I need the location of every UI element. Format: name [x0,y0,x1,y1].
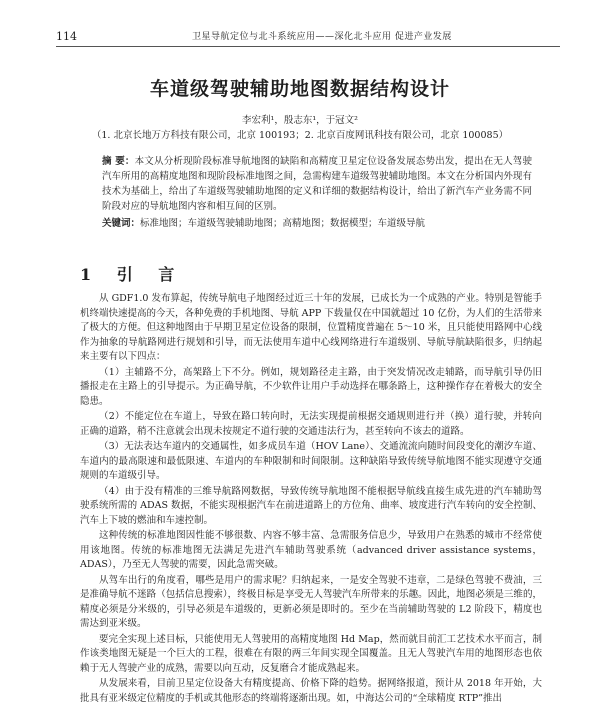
paragraph: （4）由于没有精准的三维导航路网数据，导致传统导航地图不能根据导航线直接生成先进的汽车辅助驾驶系统所需的 ADAS 数据，不能实现根据汽车在前进道路上的方位角、曲率、坡度进行汽车转向的安全控制、汽车上下坡的燃油和车速控制。 [80,485,542,526]
abstract-text: 本文从分析现阶段标准导航地图的缺陷和高精度卫星定位设备发展态势出发，提出在无人驾驶汽车所用的高精度地图和现阶段标准地图之间，急需构建车道级驾驶辅助地图。本文在分析国内外现有技术为基础上，给出了车道级驾驶辅助地图的定义和详细的数据结构设计，给出了新汽车产业务需不同阶段对应的导航地图内容和相互间的区别。 [102,156,532,212]
author-list: 李宏利¹，殷志东¹，于冠文² [242,115,358,126]
author-affiliations: （1. 北京长地万方科技有限公司，北京 100193；2. 北京百度网讯科技有限公司，北京 100085） [91,130,509,141]
paper-title: 车道级驾驶辅助地图数据结构设计 [149,78,450,100]
page-number: 114 [56,30,77,43]
keywords [102,216,532,231]
running-header [56,30,560,47]
keywords-text: 标准地图；车道级驾驶辅助地图；高精地图；数据模型；车道级导航 [140,218,426,229]
paragraph: 要完全实现上述目标，只能使用无人驾驶用的高精度地图 Hd Map，然而就目前汇工艺技术水平而言，制作该类地图无疑是一个巨大的工程，很难在有限的两三年间实现全国覆盖。且无人驾驶汽车用的地图形态也依赖于无人驾驶产业的成熟，需要以向互动，反复磨合才能成熟起来。 [80,633,542,674]
abstract [102,154,532,214]
body-text [80,292,542,707]
paragraph: 这种传统的标准地图因性能不够很数、内容不够丰富、急需服务信息少，导致用户在熟悉的城市不经常使用该地图。传统的标准地图无法满足先进汽车辅助驾驶系统（advanced driver assistance systems，ADAS），乃至无人驾驶的需要，因此急需突破。 [80,530,542,570]
paragraph: （2）不能定位在车道上，导致在路口转向时，无法实现提前根据交通规则进行并（换）道行驶，并转向正确的道路，稍不注意就会出现未按规定不道行驶的交通违法行为，甚至转向不该去的道路。 [80,411,542,437]
paragraph: 从 GDF1.0 发布算起，传统导航电子地图经过近三十年的发展，已成长为一个成熟的产业。特别是智能手机终端快速提高的今天，各种免费的手机地图、导航 APP 下载量仅在中国就超过 10 亿份，为人们的生活带来了极大的方便。但这种地图由于早期卫星定位设备的限制，位置精度普遍在 5～10 米，且只能使用路网中心线作为抽象的导航路网进行规划和引导，而无法使用车道中心线网络进行车道级别、导航导航缺陷很多，归纳起来主要有以下四点： [80,293,542,362]
paragraph: 从驾车出行的角度看，哪些是用户的需求呢？归纳起来，一是安全驾驶不违章，二是绿色驾驶不费油，三是准确导航不迷路（包括信息搜索），终极目标是享受无人驾驶汽车所带来的乐趣。因此，地图必须是三维的，精度必须是分米级的，引导必须是车道级的，更新必须是即时的。至少在当前辅助驾驶的 L2 阶段下，精度也需达到亚米级。 [80,574,542,629]
abstract-label: 摘 要： [102,156,135,167]
section-heading-introduction: 1 引 言 [80,265,185,284]
paragraph: 从发展来看，目前卫星定位设备大有精度提高、价格下降的趋势。据网络报道，预计从 2018 年开始，大批具有亚米级定位精度的手机或其他形态的终端将逐渐出现。如，中海达公司的“全球精度 RTP”推出 [80,678,542,704]
paragraph: （3）无法表达车道内的交通属性，如多成员车道（HOV Lane）、交通流流向随时间段变化的潮汐车道、车道内的最高限速和最低限速、车道内的车种限制和时间限制。这种缺陷导致传统导航地图不能实现遵守交通规则的车道级引导。 [80,441,542,481]
keywords-label: 关键词： [102,218,141,229]
journal-title: 卫星导航定位与北斗系统应用——深化北斗应用 促进产业发展 [192,32,452,42]
paragraph: （1）主辅路不分，高架路上下不分。例如，规划路径走主路，由于突发情况改走辅路，而导航引导仍旧播报走在主路上的引导提示。为正确导航，不少软件让用户手动选择在哪条路上，这种操作存在着极大的安全隐患。 [80,366,542,407]
